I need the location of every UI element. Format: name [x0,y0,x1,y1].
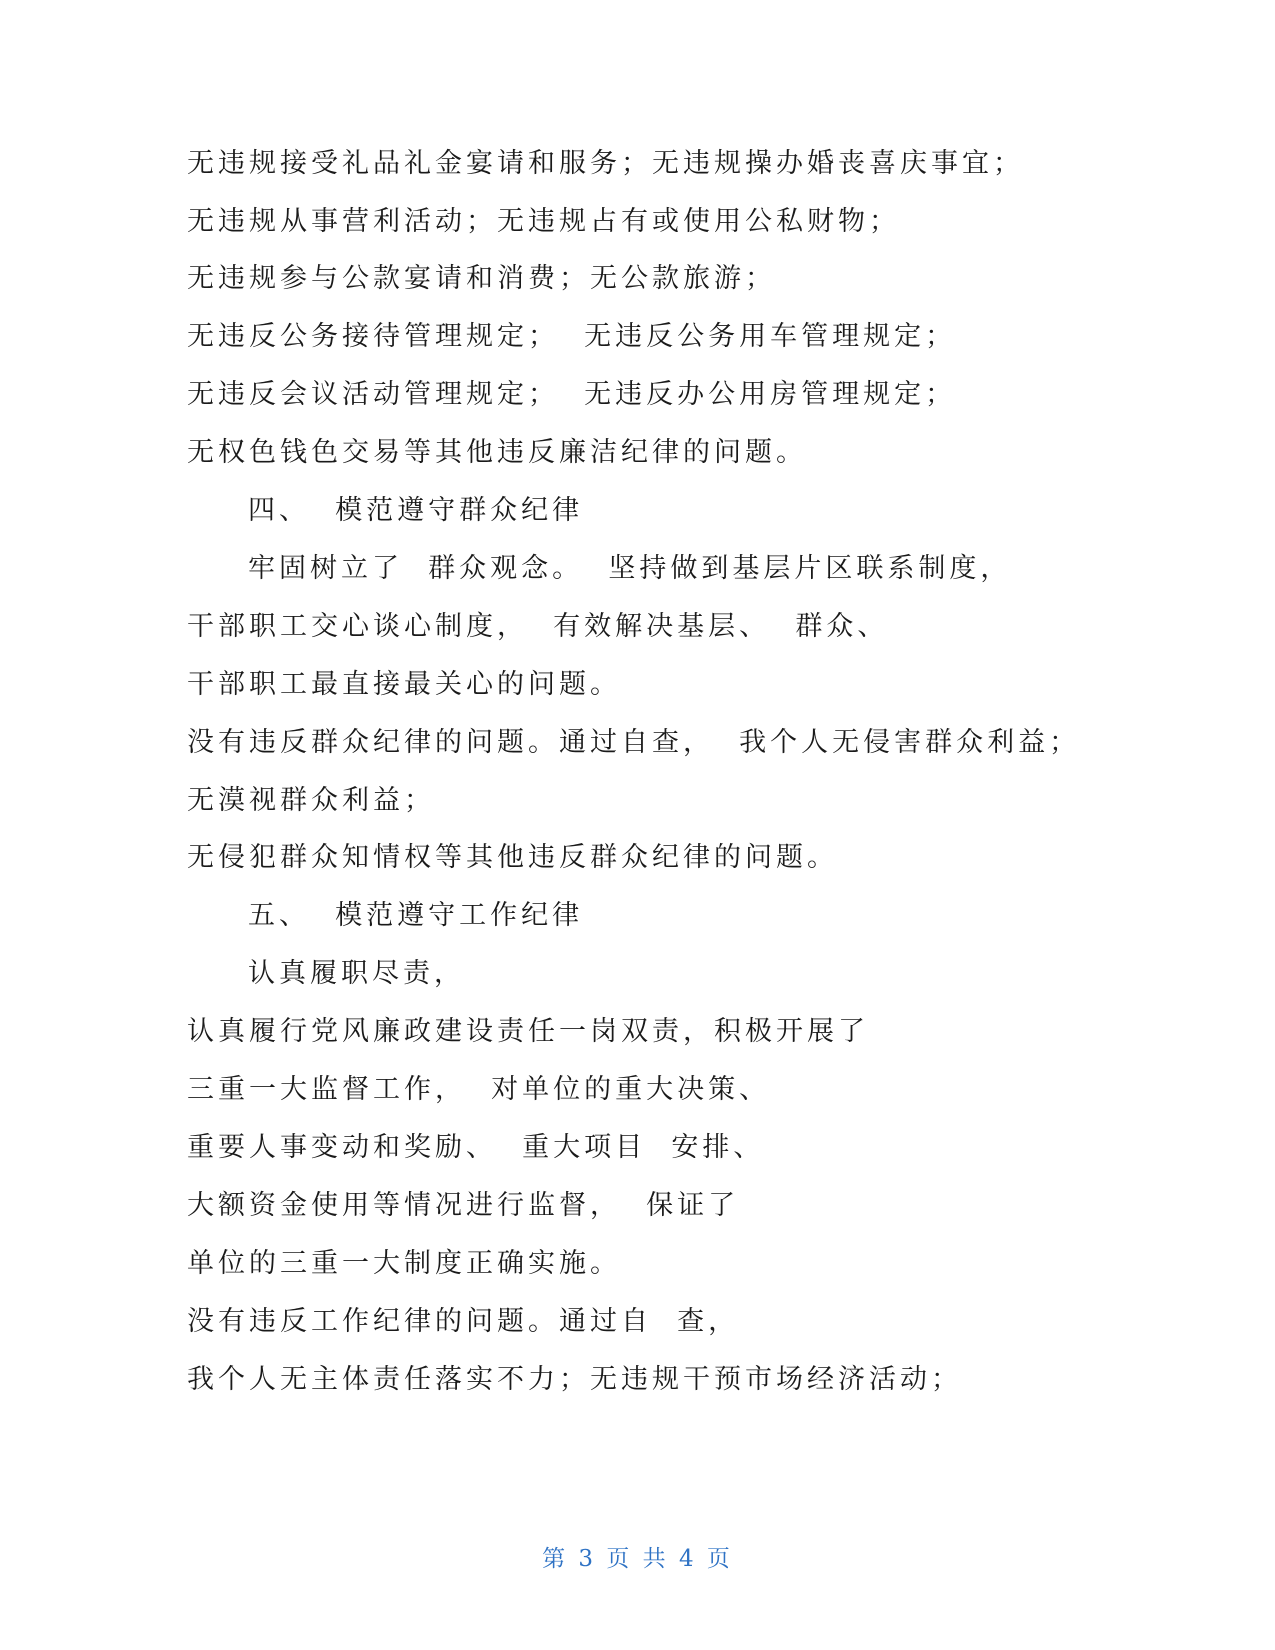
page-number-footer: 第 3 页 共 4 页 [542,1546,733,1572]
section-heading: 四、 模范遵守群众纪律 [248,495,584,526]
text-line: 大额资金使用等情况进行监督， 保证了 [187,1190,740,1221]
text-line: 干部职工最直接最关心的问题。 [187,669,621,700]
text-line: 认真履行党风廉政建设责任一岗双责，积极开展了 [187,1016,869,1047]
section-heading: 五、 模范遵守工作纪律 [248,900,584,931]
text-line: 无权色钱色交易等其他违反廉洁纪律的问题。 [187,437,807,468]
text-line: 无违反会议活动管理规定； 无违反办公用房管理规定； [187,379,957,410]
text-line: 认真履职尽责， [248,958,465,989]
text-line: 无违规参与公款宴请和消费；无公款旅游； [187,263,776,294]
text-line: 没有违反群众纪律的问题。通过自查， 我个人无侵害群众利益； [187,727,1081,758]
text-line: 无违规接受礼品礼金宴请和服务；无违规操办婚丧喜庆事宜； [187,148,1024,179]
text-line: 重要人事变动和奖励、 重大项目 安排、 [187,1132,765,1163]
text-line: 干部职工交心谈心制度， 有效解决基层、 群众、 [187,611,889,642]
text-line: 无违规从事营利活动；无违规占有或使用公私财物； [187,206,900,237]
text-line: 无侵犯群众知情权等其他违反群众纪律的问题。 [187,842,838,873]
text-line: 牢固树立了 群众观念。 坚持做到基层片区联系制度， [248,553,1012,584]
text-line: 无违反公务接待管理规定； 无违反公务用车管理规定； [187,321,957,352]
text-line: 单位的三重一大制度正确实施。 [187,1248,621,1279]
text-line: 我个人无主体责任落实不力；无违规干预市场经济活动； [187,1364,962,1395]
text-line: 无漠视群众利益； [187,785,435,816]
text-line: 没有违反工作纪律的问题。通过自 查， [187,1306,740,1337]
text-line: 三重一大监督工作， 对单位的重大决策、 [187,1074,771,1105]
